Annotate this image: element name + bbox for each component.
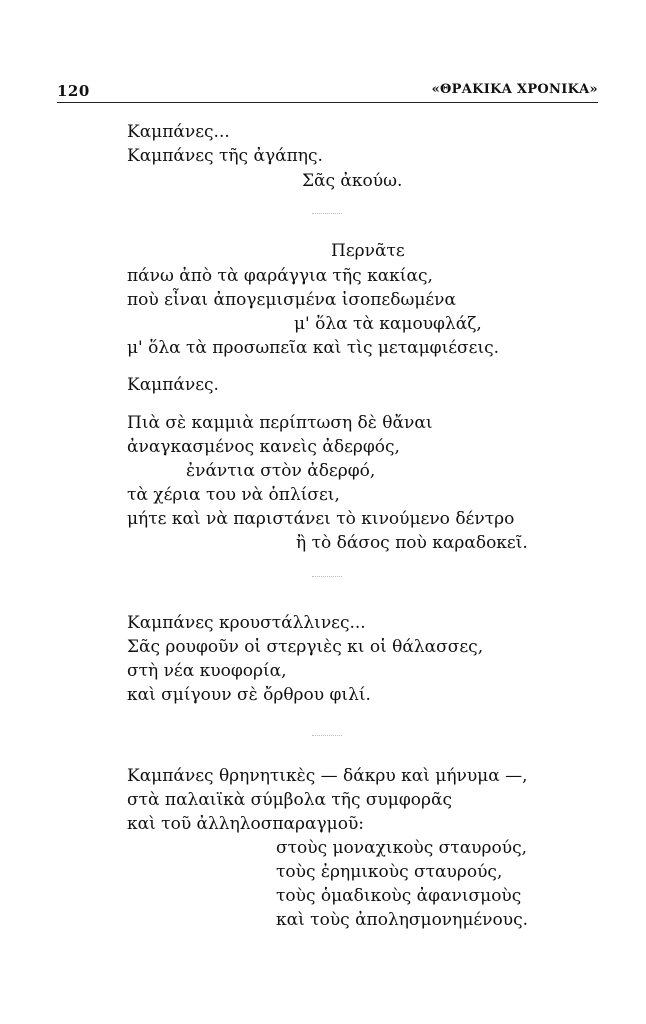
poem-line: μήτε καὶ νὰ παριστάνει τὸ κινούμενο δέντρο (127, 509, 515, 529)
poem-line: τοὺς ἐρημικοὺς σταυρούς, (276, 862, 503, 882)
poem-line: ἀναγκασμένος κανεὶς ἀδερφός, (127, 437, 400, 457)
poem-line: πάνω ἀπὸ τὰ φαράγγια τῆς κακίας, (127, 266, 433, 286)
poem-line: Καμπάνες... (127, 122, 230, 142)
running-title: «ΘΡΑΚΙΚΑ ΧΡΟΝΙΚΑ» (431, 82, 598, 97)
poem-line: ἢ τὸ δάσος ποὺ καραδοκεῖ. (296, 533, 528, 553)
poem-line: Σᾶς ἀκούω. (302, 171, 403, 191)
poem-line: καὶ τοῦ ἀλληλοσπαραγμοῦ: (127, 814, 365, 834)
poem-line: ποὺ εἶναι ἀπογεμισμένα ἰσοπεδωμένα (127, 290, 457, 310)
poem-line: στὴ νέα κυοφορία, (127, 661, 287, 681)
stanza-separator (312, 735, 342, 736)
header-rule (57, 102, 598, 103)
stanza-separator (312, 576, 342, 577)
poem-line: καὶ τοὺς ἀπολησμονημένους. (276, 910, 529, 930)
poem-line: καὶ σμίγουν σὲ ὄρθρου φιλί. (127, 685, 371, 705)
page-number: 120 (57, 82, 90, 100)
poem-line: ἐνάντια στὸν ἀδερφό, (186, 461, 376, 481)
poem-line: στὰ παλαιϊκὰ σύμβολα τῆς συμφορᾶς (127, 790, 452, 810)
poem-line: Καμπάνες κρουστάλλινες... (127, 613, 366, 633)
poem-line: στοὺς μοναχικοὺς σταυρούς, (276, 838, 527, 858)
poem-line: Καμπάνες τῆς ἀγάπης. (127, 146, 323, 166)
stanza-separator (312, 213, 342, 214)
poem-line: Σᾶς ρουφοῦν οἱ στεργιὲς κι οἱ θάλασσες, (127, 637, 484, 657)
poem-line: Περνᾶτε (331, 241, 405, 261)
poem-line: Καμπάνες. (127, 375, 219, 395)
poem-line: Καμπάνες θρηνητικὲς — δάκρυ καὶ μήνυμα —, (127, 766, 528, 786)
poem-line: Πιὰ σὲ καμμιὰ περίπτωση δὲ θἄναι (127, 413, 433, 433)
poem-line: μ' ὅλα τὰ καμουφλάζ, (294, 314, 482, 334)
poem-line: μ' ὅλα τὰ προσωπεῖα καὶ τὶς μεταμφιέσεις. (127, 338, 500, 358)
poem-line: τοὺς ὁμαδικοὺς ἀφανισμοὺς (276, 886, 522, 906)
poem-line: τὰ χέρια του νὰ ὁπλίσει, (127, 485, 340, 505)
